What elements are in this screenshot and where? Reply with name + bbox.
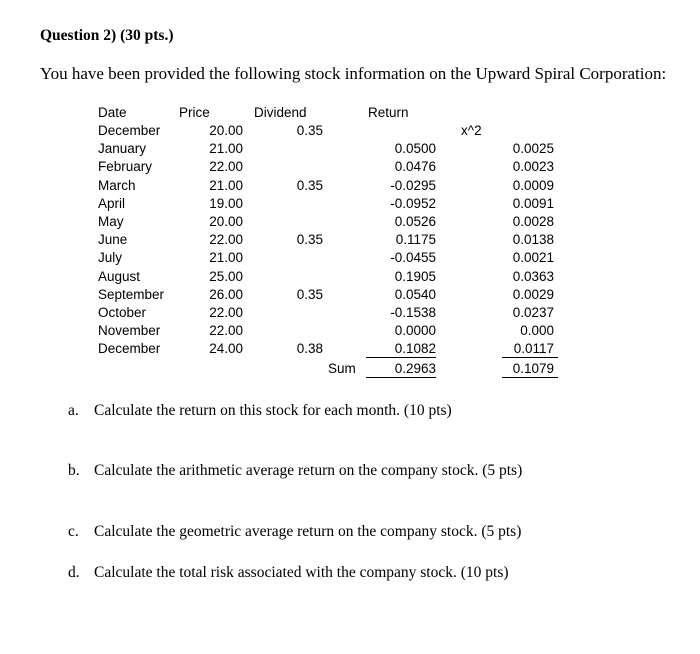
cell-return: 0.0000 xyxy=(394,323,436,339)
cell-x2: 0.0025 xyxy=(512,141,554,157)
cell-x2: 0.000 xyxy=(520,323,554,339)
cell-price: 22.00 xyxy=(209,159,243,175)
question-a xyxy=(68,402,452,420)
return-sum-value: 0.2963 xyxy=(394,361,436,376)
x2-sum-top-line xyxy=(502,357,558,358)
header-dividend: Dividend xyxy=(254,105,307,120)
question-letter: a. xyxy=(68,402,79,419)
cell-return: -0.0952 xyxy=(390,195,436,211)
return-sum-bottom-line xyxy=(366,377,436,378)
cell-dividend: 0.35 xyxy=(296,286,323,302)
cell-price: 20.00 xyxy=(209,123,243,138)
question-text: Calculate the total risk associated with the company stock. (10 pts) xyxy=(94,564,509,581)
cell-return: -0.1538 xyxy=(390,305,436,320)
cell-price: 19.00 xyxy=(209,195,243,211)
cell-return: 0.0526 xyxy=(394,214,436,229)
cell-price: 20.00 xyxy=(209,214,243,229)
x2-sum-bottom-line xyxy=(502,377,558,378)
x2-sum-value: 0.1079 xyxy=(512,361,554,376)
question-letter: b. xyxy=(68,462,80,479)
header-x2: x^2 xyxy=(461,123,482,138)
cell-price: 26.00 xyxy=(209,286,243,302)
cell-x2: 0.0009 xyxy=(512,177,554,193)
cell-price: 21.00 xyxy=(209,141,243,157)
cell-x2: 0.0117 xyxy=(513,341,554,357)
cell-return: -0.0455 xyxy=(390,250,436,266)
intro-text: You have been provided the following stock information on the Upward Spiral Corporation: xyxy=(40,64,667,83)
cell-date: August xyxy=(98,268,141,284)
cell-price: 25.00 xyxy=(209,268,243,284)
question-c xyxy=(68,523,521,541)
header-return: Return xyxy=(368,105,409,120)
question-letter: d. xyxy=(68,564,80,581)
cell-date: September xyxy=(98,286,165,302)
sum-label: Sum xyxy=(328,361,356,376)
cell-price: 22.00 xyxy=(209,323,243,339)
cell-return: -0.0295 xyxy=(390,177,436,193)
cell-date: January xyxy=(98,141,147,157)
cell-x2: 0.0363 xyxy=(512,268,554,284)
cell-price: 24.00 xyxy=(209,341,243,357)
question-b xyxy=(68,462,522,480)
cell-date: November xyxy=(98,323,161,339)
question-d xyxy=(68,564,509,582)
cell-price: 21.00 xyxy=(209,177,243,193)
question-text: Calculate the geometric average return on the company stock. (5 pts) xyxy=(94,523,522,540)
cell-price: 22.00 xyxy=(209,232,243,248)
cell-date: March xyxy=(98,177,136,193)
question-text: Calculate the return on this stock for each month. (10 pts) xyxy=(94,402,452,419)
cell-dividend: 0.35 xyxy=(296,232,323,248)
cell-return: 0.0540 xyxy=(394,286,436,302)
cell-date: May xyxy=(98,214,124,229)
cell-return: 0.1905 xyxy=(394,268,436,284)
cell-dividend: 0.35 xyxy=(296,123,323,138)
cell-dividend: 0.38 xyxy=(296,341,323,357)
cell-date: June xyxy=(98,232,128,248)
question-heading: Question 2) (30 pts.) xyxy=(40,27,174,44)
cell-date: April xyxy=(98,195,126,211)
cell-x2: 0.0029 xyxy=(512,286,554,302)
cell-dividend: 0.35 xyxy=(296,177,323,193)
cell-x2: 0.0028 xyxy=(512,214,554,229)
cell-return: 0.1082 xyxy=(394,341,436,357)
cell-date: February xyxy=(98,159,153,175)
cell-x2: 0.0023 xyxy=(512,159,554,175)
header-price: Price xyxy=(179,105,210,120)
cell-date: July xyxy=(98,250,123,266)
cell-x2: 0.0237 xyxy=(512,305,554,320)
cell-return: 0.0476 xyxy=(394,159,436,175)
header-date: Date xyxy=(98,105,127,120)
cell-x2: 0.0138 xyxy=(512,232,554,248)
question-letter: c. xyxy=(68,523,79,540)
cell-date: October xyxy=(98,305,147,320)
question-text: Calculate the arithmetic average return on the company stock. (5 pts) xyxy=(94,462,523,479)
cell-price: 22.00 xyxy=(209,305,243,320)
cell-x2: 0.0091 xyxy=(512,195,554,211)
cell-date: December xyxy=(98,123,161,138)
cell-x2: 0.0021 xyxy=(512,250,554,266)
cell-return: 0.1175 xyxy=(395,232,436,248)
cell-date: December xyxy=(98,341,161,357)
cell-price: 21.00 xyxy=(209,250,243,266)
cell-return: 0.0500 xyxy=(394,141,436,157)
return-sum-top-line xyxy=(366,357,436,358)
